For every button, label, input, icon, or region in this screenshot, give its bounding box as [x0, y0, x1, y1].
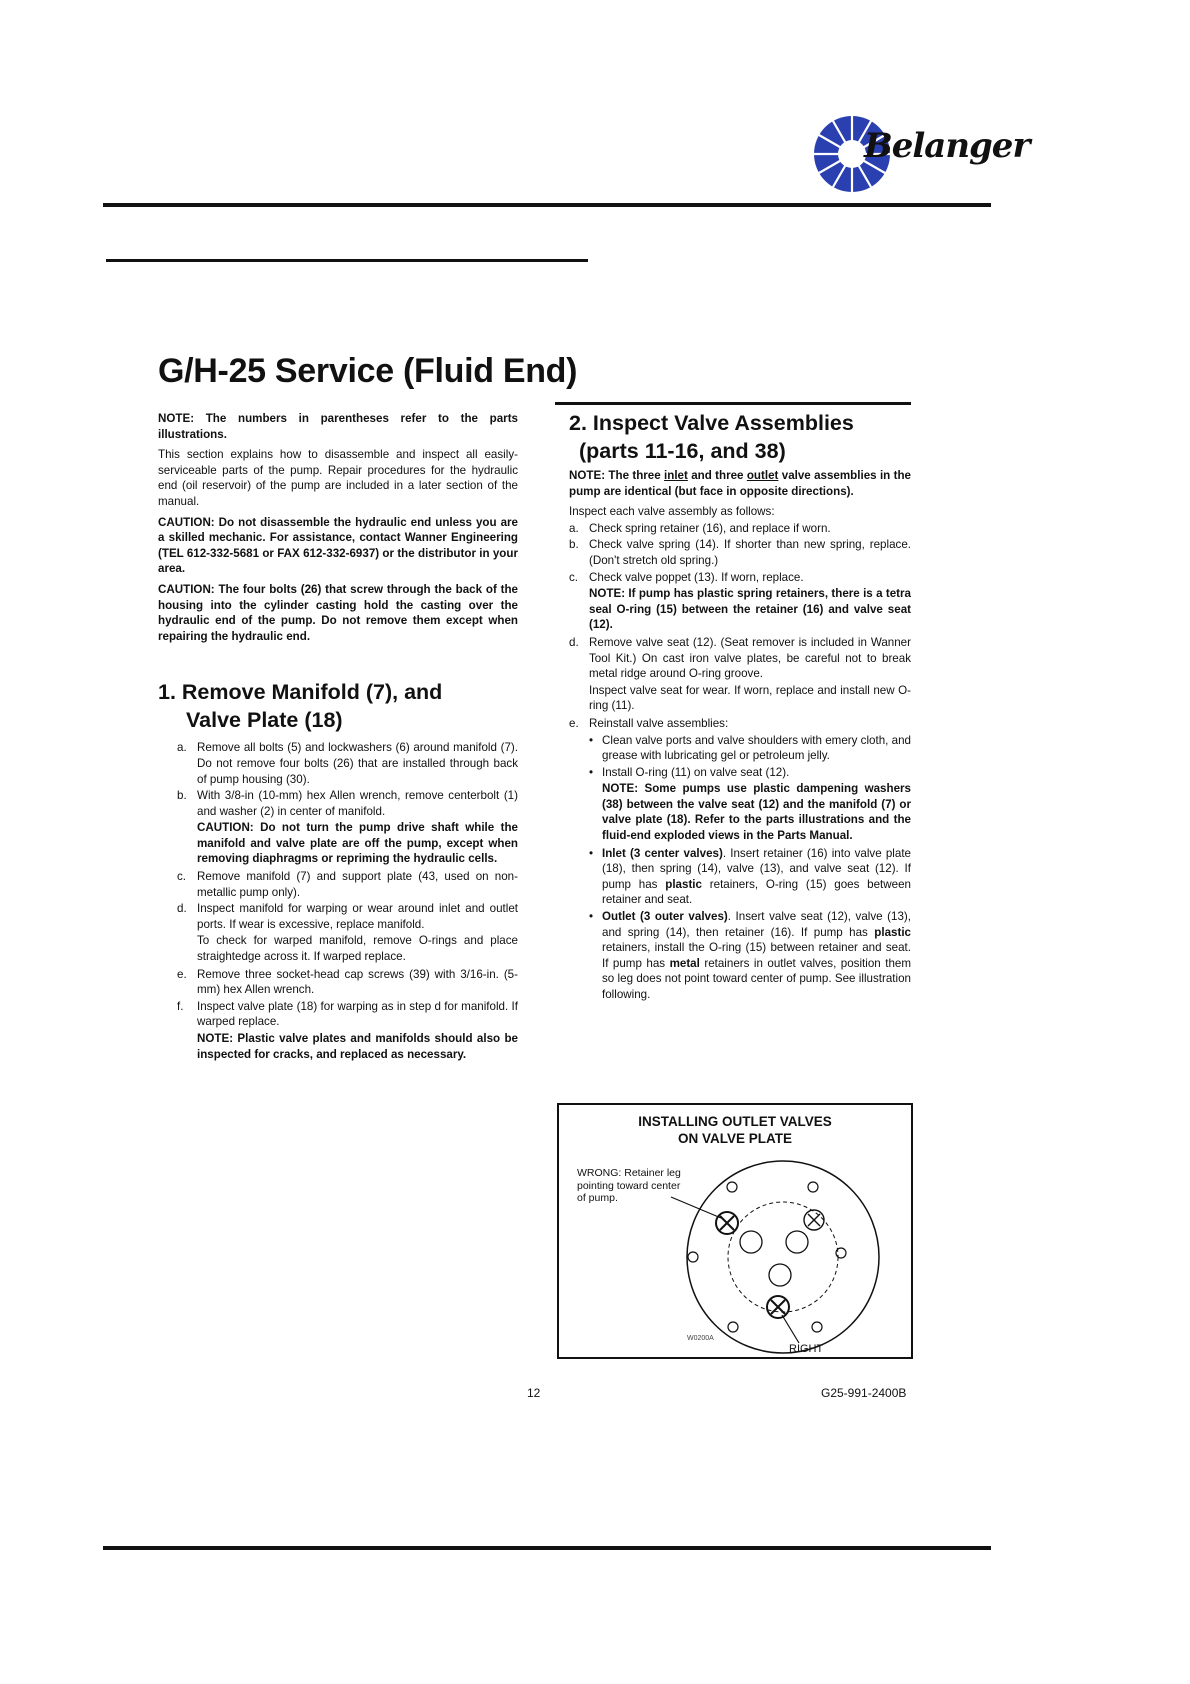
- step-1c: c. Remove manifold (7) and support plate (43, used on non-metallic pump only).: [177, 870, 518, 899]
- inlet-valve: [786, 1231, 808, 1253]
- page-title: G/H-25 Service (Fluid End): [158, 352, 578, 390]
- bullet-inlet: • Inlet (3 center valves). Insert retainer (16) into valve plate (18), then spring (14), valve (13), and valve seat (12). If pump has plastic retainers, O-ring (15) goes between retainer and seat.: [589, 846, 911, 907]
- right-column: [569, 411, 911, 1004]
- section-2-title-line1: 2. Inspect Valve Assemblies: [569, 411, 854, 435]
- title-rule: [555, 402, 911, 405]
- intro-paragraph: This section explains how to disassemble and inspect all easily-serviceable parts of the pump. Repair procedures for the hydraulic end (oil reservoir) of the pump are included in a later section of the manual.: [158, 448, 518, 508]
- outlet-valve-wrong: [716, 1212, 738, 1234]
- logo-wordmark: Belanger: [864, 126, 1030, 166]
- step-2d: d. Remove valve seat (12). (Seat remover is included in Wanner Tool Kit.) On cast iron valve plates, be careful not to break metal ridge around O-ring groove.: [569, 635, 911, 681]
- step-1f-note: NOTE: Plastic valve plates and manifolds should also be inspected for cracks, and replaced as necessary.: [197, 1032, 518, 1061]
- footer-rule: [103, 1546, 991, 1550]
- valve-pitch-circle: [728, 1202, 838, 1312]
- figure-wrong-label: WRONG: Retainer leg pointing toward center of pump.: [577, 1167, 681, 1204]
- step-2d-extra: Inspect valve seat for wear. If worn, replace and install new O-ring (11).: [589, 683, 911, 713]
- bullet-clean: • Clean valve ports and valve shoulders with emery cloth, and grease with lubricating gel or petroleum jelly.: [589, 733, 911, 763]
- step-1f: f. Inspect valve plate (18) for warping as in step d for manifold. If warped replace.: [177, 999, 518, 1029]
- step-2e: e. Reinstall valve assemblies:: [569, 716, 729, 730]
- outlet-valve-figure: [557, 1103, 913, 1359]
- figure-title: INSTALLING OUTLET VALVES ON VALVE PLATE: [638, 1114, 832, 1146]
- step-1a: a. Remove all bolts (5) and lockwashers (6) around manifold (7). Do not remove four bolts (26) that are installed through back of pump housing (30).: [177, 741, 518, 786]
- bullet-install-note: NOTE: Some pumps use plastic dampening washers (38) between the valve seat (12) and the manifold (7) or valve plate (18). Refer to the parts illustrations and the fluid-end exploded views in the Parts Manual.: [602, 782, 911, 843]
- bolt-hole: [688, 1252, 698, 1262]
- header-rule: [103, 203, 991, 207]
- inspect-intro: Inspect each valve assembly as follows:: [569, 505, 775, 519]
- bolt-hole: [727, 1182, 737, 1192]
- parts-note: NOTE: The numbers in parentheses refer to the parts illustrations.: [158, 412, 518, 441]
- outlet-valve-top-right: [804, 1210, 824, 1230]
- bullet-outlet: • Outlet (3 outer valves). Insert valve seat (12), valve (13), and spring (14), then retainer (16). If pump has plastic retainers, install the O-ring (15) between retainer and seat. If pump has metal retainers in outlet valves, position them so leg does not point toward center of pump. See illustration following.: [589, 910, 911, 1001]
- figure-code: W0200A: [687, 1335, 714, 1342]
- bolt-hole: [836, 1248, 846, 1258]
- belanger-logo: [812, 112, 1030, 204]
- valve-plate-diagram: [559, 1105, 911, 1357]
- bolt-hole: [812, 1322, 822, 1332]
- left-column: [158, 411, 518, 1064]
- right-leader-line: [782, 1315, 799, 1343]
- step-2a: a. Check spring retainer (16), and replace if worn.: [569, 521, 831, 535]
- step-2b: b. Check valve spring (14). If shorter than new spring, replace. (Don't stretch old spring.): [569, 538, 911, 567]
- step-1e: e. Remove three socket-head cap screws (39) with 3/16-in. (5-mm) hex Allen wrench.: [177, 967, 518, 997]
- step-2c: c. Check valve poppet (13). If worn, replace.: [569, 570, 804, 584]
- section-1-title-line2: Valve Plate (18): [186, 708, 343, 733]
- section-1-heading: [158, 678, 518, 734]
- inlet-valve: [769, 1264, 791, 1286]
- figure-right-label: RIGHT: [789, 1343, 824, 1355]
- step-1d: d. Inspect manifold for warping or wear around inlet and outlet ports. If wear is excessive, replace manifold.: [177, 902, 518, 931]
- caution-bolts: CAUTION: The four bolts (26) that screw through the back of the housing into the cylinder casting hold the casting over the hydraulic end of the pump. Do not remove them except when repairing the hydraulic end.: [158, 582, 518, 643]
- step-1b: b. With 3/8-in (10-mm) hex Allen wrench, remove centerbolt (1) and washer (2) in center of manifold.: [177, 789, 518, 818]
- bullet-install-oring: • Install O-ring (11) on valve seat (12).: [589, 765, 790, 779]
- inlet-valve: [740, 1231, 762, 1253]
- section-2-heading: [569, 409, 911, 465]
- bolt-hole: [728, 1322, 738, 1332]
- header-short-rule: [106, 259, 588, 262]
- section-1-title-line1: 1. Remove Manifold (7), and: [158, 680, 443, 705]
- valve-plate-outline: [687, 1161, 879, 1353]
- step-1d-extra: To check for warped manifold, remove O-rings and place straightedge across it. If warped replace.: [197, 934, 518, 964]
- step-2c-note: NOTE: If pump has plastic spring retainers, there is a tetra seal O-ring (15) between the retainer (16) and valve seat (12).: [589, 587, 911, 632]
- document-number: G25-991-2400B: [821, 1386, 907, 1400]
- caution-hydraulic: CAUTION: Do not disassemble the hydraulic end unless you are a skilled mechanic. For assistance, contact Wanner Engineering (TEL 612-332-5681 or FAX 612-332-6937) or the distributor in your area.: [158, 515, 518, 576]
- section-2-title-line2: (parts 11-16, and 38): [579, 439, 786, 463]
- outlet-valve-right: [767, 1296, 789, 1318]
- valve-note: NOTE: The three inlet and three outlet valve assemblies in the pump are identical (but face in opposite directions).: [569, 469, 911, 498]
- bolt-hole: [808, 1182, 818, 1192]
- page-number: 12: [527, 1386, 541, 1400]
- step-1b-caution: CAUTION: Do not turn the pump drive shaft while the manifold and valve plate are off the pump, except when removing diaphragms or repriming the hydraulic cells.: [197, 821, 518, 866]
